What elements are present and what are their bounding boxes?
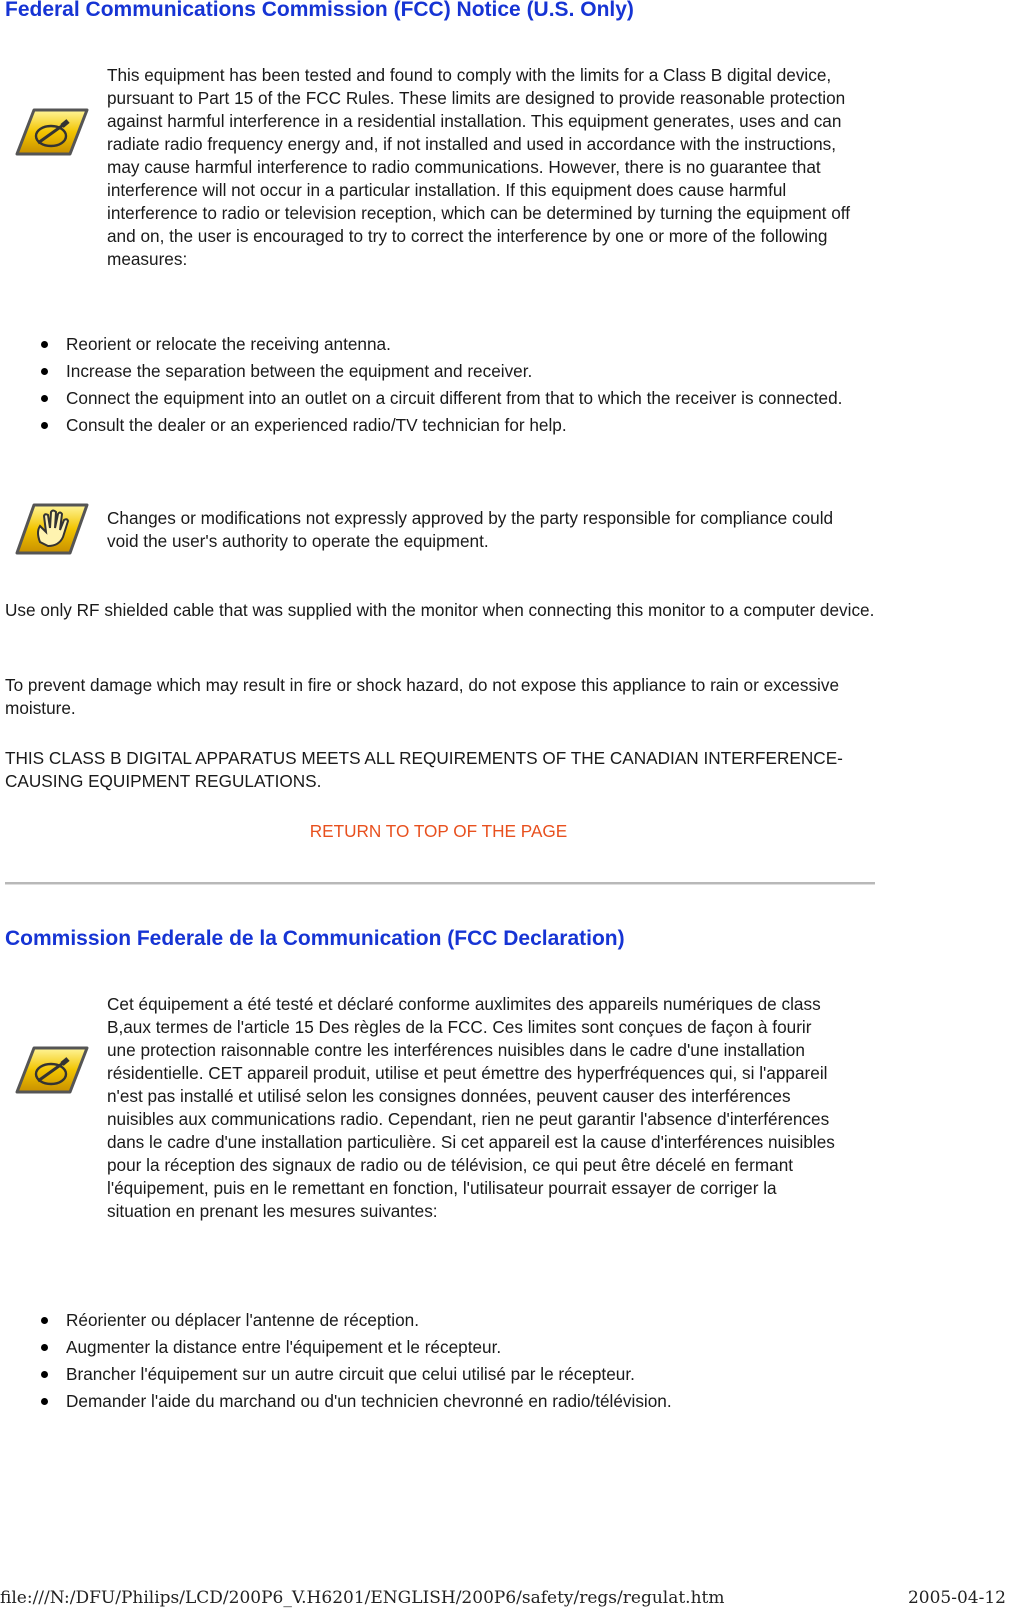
list-item: Demander l'aide du marchand ou d'un technicien chevronné en radio/télévision. (40, 1389, 890, 1414)
fcc-us-heading: Federal Communications Commission (FCC) Notice (U.S. Only) (5, 0, 634, 21)
fcc-fr-note: Cet équipement a été testé et déclaré conforme auxlimites des appareils numériques de class B,aux termes de l'article 15 Des règles de la FCC. Ces limites sont conçues de façon à fourir une protection raisonnable contre les interférences nuisibles dans le cadre d'une installation résidentielle. CET appareil produit, utilise et peut émettre des hyperfréquences qui, si l'appareil n'est pas installé et utilisé selon les consignes données, peuvent causer des interférences nuisibles aux communications radio. Cependant, rien ne peut garantir l'absence d'interférences dans le cadre d'une installation particulière. Si cet appareil est la cause d'interférences nuisibles pour la réception des signaux de radio ou de télévision, ce qui peut être décelé en fermant l'équipement, puis en le remettant en fonction, l'utilisateur pourrait essayer de corriger la situation en prenant les mesures suivantes: (107, 994, 835, 1221)
list-item: Augmenter la distance entre l'équipement et le récepteur. (40, 1335, 890, 1360)
list-item: Increase the separation between the equipment and receiver. (40, 359, 890, 384)
list-item: Réorienter ou déplacer l'antenne de réception. (40, 1308, 890, 1333)
fcc-us-measures-list (40, 332, 890, 440)
fcc-us-note: This equipment has been tested and found to comply with the limits for a Class B digital device, pursuant to Part 15 of the FCC Rules. These limits are designed to provide reasonable protection against harmful interference in a residential installation. This equipment generates, uses and can radiate radio frequency energy and, if not installed and used in accordance with the instructions, may cause harmful interference to radio communications. However, there is no guarantee that interference will not occur in a particular installation. If this equipment does cause harmful interference to radio or television reception, which can be determined by turning the equipment off and on, the user is encouraged to try to correct the interference by one or more of the following measures: (107, 65, 851, 269)
fcc-fr-measures-list (40, 1308, 890, 1416)
list-item: Reorient or relocate the receiving antenna. (40, 332, 890, 357)
section-divider (5, 882, 875, 885)
moisture-paragraph: To prevent damage which may result in fire or shock hazard, do not expose this appliance to rain or excessive moisture. (5, 675, 840, 718)
note-icon (14, 107, 90, 155)
fcc-fr-heading: Commission Federale de la Communication (FCC Declaration) (5, 927, 625, 950)
warning-hand-icon (14, 502, 90, 550)
canada-paragraph: THIS CLASS B DIGITAL APPARATUS MEETS ALL REQUIREMENTS OF THE CANADIAN INTERFERENCE-CAUSING EQUIPMENT REGULATIONS. (5, 748, 843, 791)
list-item: Consult the dealer or an experienced radio/TV technician for help. (40, 413, 890, 438)
note-icon (14, 1045, 90, 1093)
list-item: Connect the equipment into an outlet on a circuit different from that to which the receiver is connected. (40, 386, 890, 411)
return-to-top-link[interactable]: RETURN TO TOP OF THE PAGE (309, 821, 568, 841)
print-date: 2005-04-12 (907, 1588, 1006, 1608)
file-path: file:///N:/DFU/Philips/LCD/200P6_V.H6201/ENGLISH/200P6/safety/regs/regulat.htm (0, 1588, 725, 1608)
cable-paragraph: Use only RF shielded cable that was supplied with the monitor when connecting this monitor to a computer device. (5, 600, 875, 620)
list-item: Brancher l'équipement sur un autre circuit que celui utilisé par le récepteur. (40, 1362, 890, 1387)
fcc-us-warning: Changes or modifications not expressly approved by the party responsible for compliance could void the user's authority to operate the equipment. (107, 508, 834, 551)
